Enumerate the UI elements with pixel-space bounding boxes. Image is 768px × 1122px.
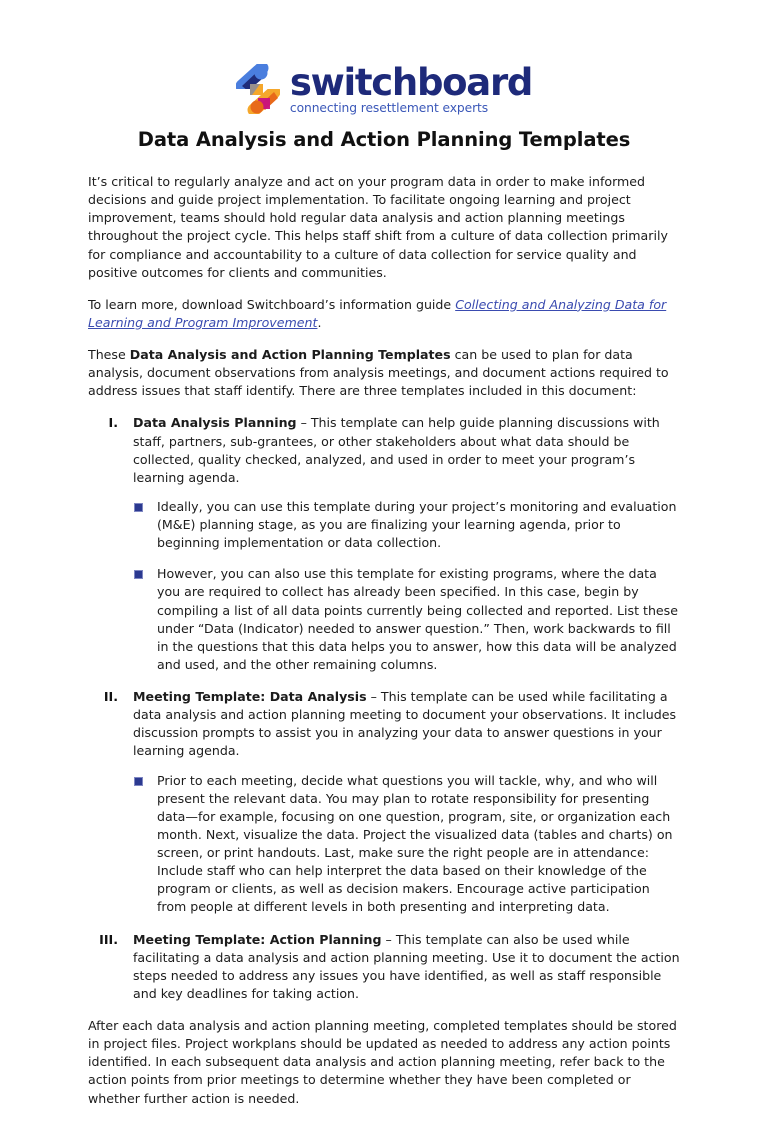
section-body: – This template can also be used while facilitating a data analysis and action planning meeting. Use it to document the action steps needed to address any issues you have identified, as well as staff responsible and key deadlines for taking action.	[133, 931, 680, 1001]
roman-body	[133, 688, 680, 761]
list-item	[133, 772, 680, 917]
square-bullet-icon	[134, 777, 143, 786]
overview-bold-term: Data Analysis and Action Planning Templates	[129, 347, 451, 362]
document-body	[88, 173, 680, 1122]
overview-suffix: can be used to plan for data analysis, document observations from analysis meetings, and document actions required to address issues that staff identify. There are three templates included in this document:	[88, 347, 669, 399]
closing-paragraph: After each data analysis and action planning meeting, completed templates should be stored in project files. Project workplans should be updated as needed to address any action points identified. In each subsequent data analysis and action planning meeting, refer back to the action points from prior meetings to determine whether they have been completed or whether further action is needed.	[88, 1018, 677, 1106]
roman-marker: I.	[108, 415, 118, 431]
overview-paragraph	[88, 346, 680, 400]
overview-prefix: These	[88, 347, 130, 362]
section-body: – This template can help guide planning discussions with staff, partners, sub-grantees, or other stakeholders about what data should be collected, quality checked, analyzed, and used in order to meet your program’s learning agenda.	[133, 415, 660, 485]
roman-marker: II.	[103, 689, 118, 704]
bullet-list	[133, 498, 680, 674]
closing-block	[88, 1017, 680, 1108]
page-title: Data Analysis and Action Planning Templates	[137, 128, 631, 151]
square-bullet-icon	[134, 503, 143, 512]
section-heading: Meeting Template: Data Analysis	[133, 689, 367, 704]
bullet-text: Ideally, you can use this template during your project’s monitoring and evaluation (M&E) planning stage, as you are finalizing your learning agenda, prior to beginning implementation or data collection.	[157, 498, 677, 551]
list-item	[133, 498, 680, 552]
logo-text	[289, 61, 533, 115]
logo-wordmark: switchboard	[289, 61, 533, 104]
section-body: – This template can be used while facilitating a data analysis and action planning meeting to document your observations. It includes discussion prompts to assist you in analyzing your data to answer questions in your learning agenda.	[133, 689, 677, 759]
bullet-list	[133, 772, 680, 917]
learn-more-paragraph	[88, 296, 680, 332]
switchboard-logo	[0, 61, 768, 115]
section-heading: Data Analysis Planning	[133, 415, 297, 431]
templates-roman-list	[88, 414, 680, 1003]
list-item	[88, 688, 680, 917]
switchboard-logo-mark-icon	[236, 64, 280, 114]
collecting-analyzing-data-link[interactable]: Collecting and Analyzing Data for Learning and Program Improvement	[88, 296, 667, 330]
intro-paragraph: It’s critical to regularly analyze and act on your program data in order to make informed decisions and guide project implementation. To facilitate ongoing learning and project improvement, teams should hold regular data analysis and action planning meetings throughout the project cycle. This helps staff shift from a culture of data collection primarily for compliance and accountability to a culture of data collection for service quality and positive outcomes for clients and communities.	[88, 174, 668, 280]
list-item	[88, 414, 680, 674]
list-item	[133, 565, 680, 674]
roman-body	[133, 414, 680, 487]
section-heading: Meeting Template: Action Planning	[133, 931, 382, 947]
bullet-text: However, you can also use this template for existing programs, where the data you are required to collect has already been specified. In this case, begin by compiling a list of all data points currently being collected and reported. List these under “Data (Indicator) needed to answer question.” Then, work backwards to fill in the questions that this data helps you to answer, how this data will be analyzed and used, and the other remaining columns.	[157, 566, 678, 672]
bullet-text: Prior to each meeting, decide what questions you will tackle, why, and who will present the relevant data. You may plan to rotate responsibility for presenting data—for example, focusing on one question, program, site, or organization each month. Next, visualize the data. Project the visualized data (tables and charts) on screen, or print handouts. Last, make sure the right people are in attendance: Include staff who can help interpret the data based on their knowledge of the program or clients, as well as decision makers. Encourage active participation from people at different levels in both presenting and interpreting data.	[157, 772, 673, 915]
learn-more-prefix: To learn more, download Switchboard’s information guide	[88, 296, 456, 312]
roman-marker: III.	[99, 931, 118, 947]
square-bullet-icon	[134, 570, 143, 579]
list-item	[88, 931, 680, 1004]
logo-tagline: connecting resettlement experts	[289, 101, 489, 115]
learn-more-suffix: .	[317, 314, 322, 330]
roman-body	[133, 931, 680, 1004]
logo-inner	[236, 61, 533, 115]
